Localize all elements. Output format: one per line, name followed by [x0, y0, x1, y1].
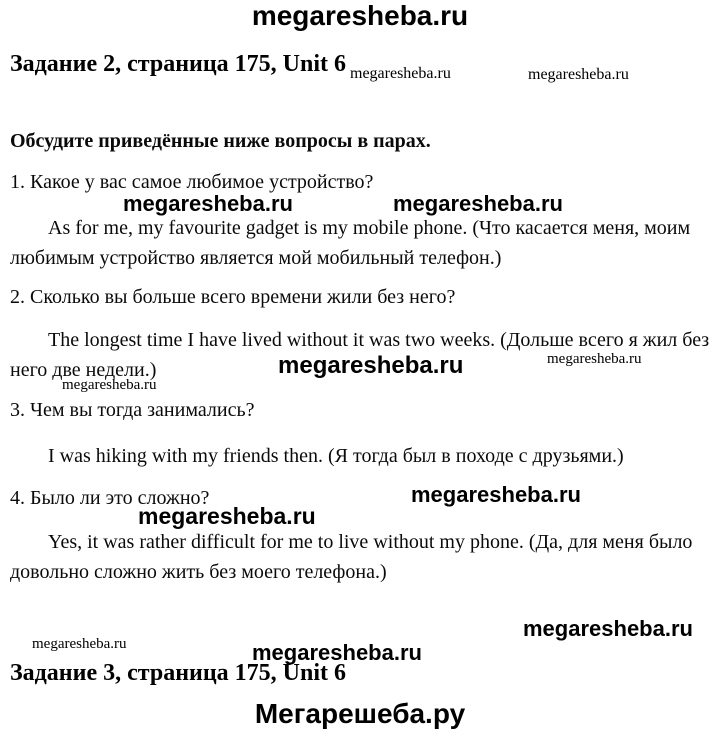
answer-3: I was hiking with my friends then. (Я тогда был в походе с друзьями.)	[48, 445, 624, 467]
question-2: 2. Сколько вы больше всего времени жили без него?	[10, 286, 456, 308]
watermark-text: megaresheba.ru	[252, 640, 422, 665]
task3-heading: Задание 3, страница 175, Unit 6	[10, 660, 347, 686]
answer-1: As for me, my favourite gadget is my mobile phone. (Что касается меня, моим любимым устройство является мой мобильный телефон.)	[10, 217, 691, 269]
footer-brand: Мегарешеба.ру	[254, 698, 466, 729]
watermark-text: megaresheba.ru	[523, 616, 693, 641]
watermark-text: megaresheba.ru	[138, 503, 316, 529]
watermark-text: megaresheba.ru	[123, 191, 293, 216]
watermark-text: megaresheba.ru	[528, 66, 629, 83]
question-3: 3. Чем вы тогда занимались?	[10, 399, 255, 421]
question-1: 1. Какое у вас самое любимое устройство?	[10, 171, 374, 193]
answer-2: The longest time I have lived without it was two weeks. (Дольше всего я жил без него две недели.)	[10, 329, 710, 381]
site-title: megaresheba.ru	[251, 0, 469, 31]
watermark-text: megaresheba.ru	[62, 377, 157, 393]
watermark-text: megaresheba.ru	[393, 191, 563, 216]
task2-instruction: Обсудите приведённые ниже вопросы в парах.	[10, 130, 431, 152]
watermark-text: megaresheba.ru	[350, 65, 451, 82]
answer-4: Yes, it was rather difficult for me to live without my phone. (Да, для меня было довольно сложно жить без моего телефона.)	[10, 531, 693, 583]
question-4: 4. Было ли это сложно?	[10, 487, 210, 509]
watermark-text: megaresheba.ru	[547, 351, 642, 367]
task2-heading: Задание 2, страница 175, Unit 6	[10, 51, 347, 77]
watermark-text: megaresheba.ru	[278, 352, 464, 379]
watermark-text: megaresheba.ru	[32, 636, 127, 652]
watermark-text: megaresheba.ru	[411, 482, 581, 507]
